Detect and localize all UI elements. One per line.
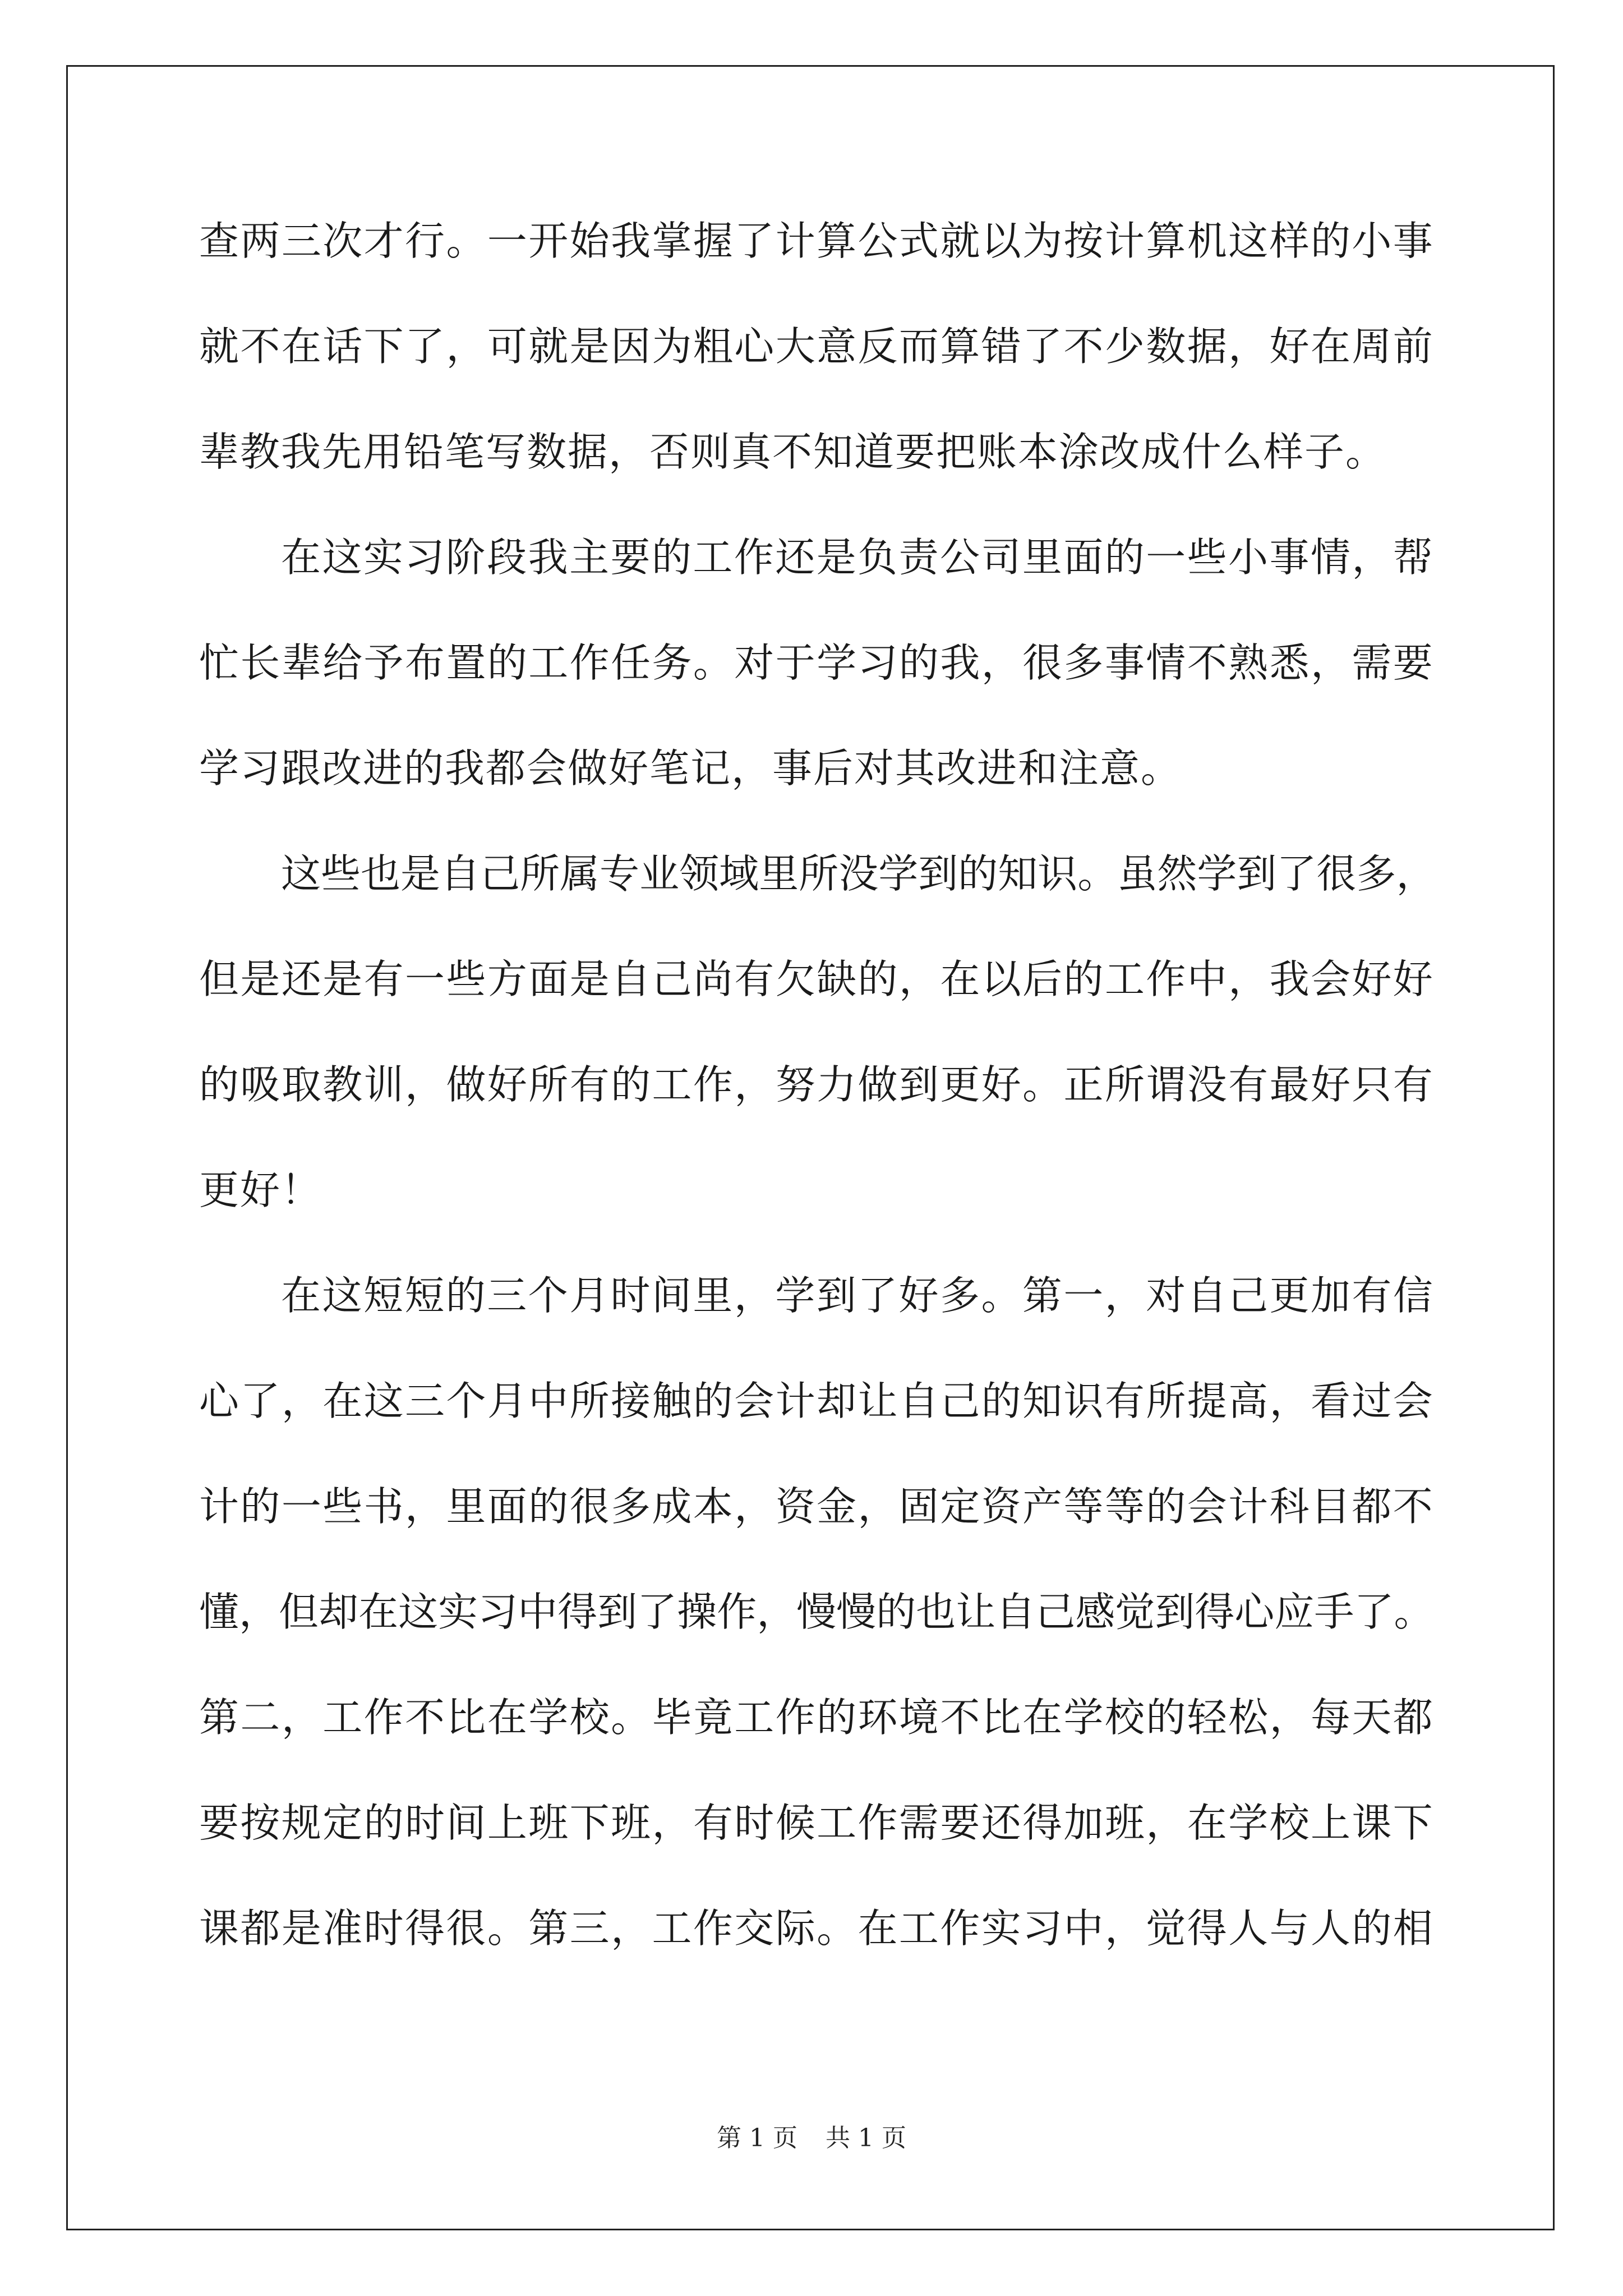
text-line: 课 都 是 准 时 得 很 。 第 三 ， 工 作 交 际 。 在 工 作 实 习 中 ， 觉 得 人 与 人 的 相 bbox=[199, 1905, 1433, 1952]
text-line: 心 了 ， 在 这 三 个 月 中 所 接 触 的 会 计 却 让 自 己 的 知 识 有 所 提 高 ， 看 过 会 bbox=[199, 1378, 1433, 1424]
text-line: 在 这 实 习 阶 段 我 主 要 的 工 作 还 是 负 责 公 司 里 面 的 一 些 小 事 情 ， 帮 bbox=[281, 534, 1433, 581]
paragraph-1 bbox=[199, 213, 1433, 530]
paragraph-3 bbox=[199, 846, 1436, 1268]
page-total: 共 1 页 bbox=[826, 2124, 906, 2152]
text-line: 查 两 三 次 才 行 。 一 开 始 我 掌 握 了 计 算 公 式 就 以 为 按 计 算 机 这 样 的 小 事 bbox=[199, 218, 1433, 264]
text-line: 这 些 也 是 自 己 所 属 专 业 领 域 里 所 没 学 到 的 知 识 。 虽 然 学 到 了 很 多 ， bbox=[281, 850, 1436, 897]
text-line: 更好！ bbox=[199, 1167, 322, 1213]
page-number: 第 1 页 bbox=[717, 2124, 797, 2152]
text-line: 辈教我先用铅笔写数据，否则真不知道要把账本涂改成什么样子。 bbox=[199, 429, 1387, 475]
text-line: 但 是 还 是 有 一 些 方 面 是 自 己 尚 有 欠 缺 的 ， 在 以 后 的 工 作 中 ， 我 会 好 好 bbox=[199, 956, 1433, 1002]
text-line: 在 这 短 短 的 三 个 月 时 间 里 ， 学 到 了 好 多 。 第 一 ， 对 自 己 更 加 有 信 bbox=[281, 1272, 1433, 1319]
text-line: 忙 长 辈 给 予 布 置 的 工 作 任 务 。 对 于 学 习 的 我 ， 很 多 事 情 不 熟 悉 ， 需 要 bbox=[199, 639, 1433, 686]
page-footer bbox=[0, 2118, 1623, 2154]
text-line: 计 的 一 些 书 ， 里 面 的 很 多 成 本 ， 资 金 ， 固 定 资 产 等 等 的 会 计 科 目 都 不 bbox=[199, 1483, 1433, 1530]
text-line: 就 不 在 话 下 了 ， 可 就 是 因 为 粗 心 大 意 反 而 算 错 了 不 少 数 据 ， 好 在 周 前 bbox=[199, 323, 1433, 370]
document-body bbox=[199, 213, 1436, 2006]
paragraph-4 bbox=[199, 1268, 1433, 2006]
text-line: 学习跟改进的我都会做好笔记，事后对其改进和注意。 bbox=[199, 745, 1182, 792]
text-line: 懂 ， 但 却 在 这 实 习 中 得 到 了 操 作 ， 慢 慢 的 也 让 自 己 感 觉 到 得 心 应 手 了 。 bbox=[199, 1589, 1434, 1635]
text-line: 的 吸 取 教 训 ， 做 好 所 有 的 工 作 ， 努 力 做 到 更 好 。 正 所 谓 没 有 最 好 只 有 bbox=[199, 1061, 1433, 1108]
paragraph-2 bbox=[199, 530, 1433, 846]
text-line: 要 按 规 定 的 时 间 上 班 下 班 ， 有 时 候 工 作 需 要 还 得 加 班 ， 在 学 校 上 课 下 bbox=[199, 1800, 1433, 1846]
text-line: 第 二 ， 工 作 不 比 在 学 校 。 毕 竟 工 作 的 环 境 不 比 在 学 校 的 轻 松 ， 每 天 都 bbox=[199, 1694, 1433, 1741]
